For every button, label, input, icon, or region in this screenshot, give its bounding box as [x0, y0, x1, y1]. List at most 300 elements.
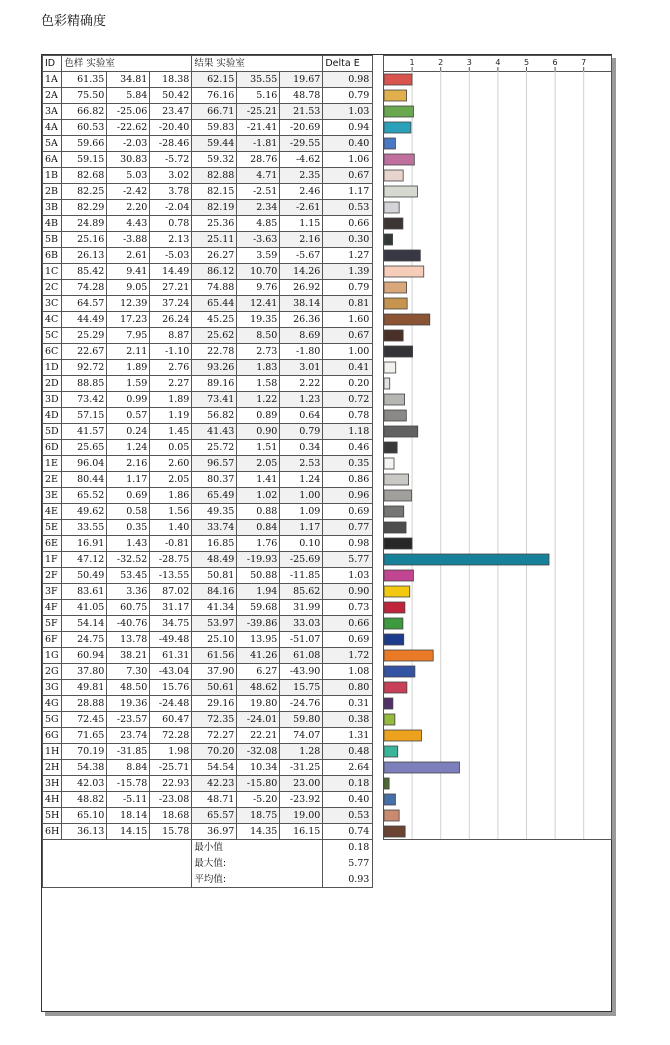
delta-e-bar — [384, 314, 430, 325]
delta-e-bar — [384, 282, 407, 293]
summary-blank — [43, 872, 192, 888]
summary-row — [43, 872, 373, 888]
result-lab-value: 1.22 — [237, 392, 280, 408]
delta-e-bar — [384, 826, 405, 837]
delta-e-bar — [384, 458, 394, 469]
sample-lab-value: 60.47 — [150, 712, 192, 728]
sample-lab-value: 2.60 — [150, 456, 192, 472]
sample-lab-value: 34.75 — [150, 616, 192, 632]
delta-e-bar — [384, 122, 411, 133]
delta-e-value: 0.69 — [323, 504, 373, 520]
x-tick-label: 6 — [552, 58, 558, 67]
result-lab-value: 22.78 — [192, 344, 237, 360]
result-lab-value: 19.35 — [237, 312, 280, 328]
result-lab-value: 29.16 — [192, 696, 237, 712]
sample-lab-value: 1.19 — [150, 408, 192, 424]
result-lab-value: -21.41 — [237, 120, 280, 136]
sample-lab-value: 1.40 — [150, 520, 192, 536]
row-id: 3B — [43, 200, 62, 216]
delta-e-value: 1.03 — [323, 568, 373, 584]
table-row — [43, 568, 373, 584]
delta-e-bar — [384, 778, 389, 789]
delta-e-bar — [384, 698, 393, 709]
table-row — [43, 648, 373, 664]
result-lab-value: 0.64 — [280, 408, 323, 424]
sample-lab-value: 7.95 — [107, 328, 150, 344]
sample-lab-value: 0.78 — [150, 216, 192, 232]
sample-lab-value: 44.49 — [62, 312, 107, 328]
result-lab-value: 1.17 — [280, 520, 323, 536]
sample-lab-value: 34.81 — [107, 72, 150, 88]
x-tick-label: 5 — [523, 58, 530, 67]
row-id: 1G — [43, 648, 62, 664]
result-lab-value: 19.00 — [280, 808, 323, 824]
delta-e-bar — [384, 586, 410, 597]
table-row — [43, 696, 373, 712]
result-lab-value: -2.61 — [280, 200, 323, 216]
delta-e-value: 0.41 — [323, 360, 373, 376]
page-title: 色彩精确度 — [41, 14, 107, 29]
row-id: 6C — [43, 344, 62, 360]
delta-e-bar — [384, 74, 412, 85]
table-row — [43, 312, 373, 328]
sample-lab-value: -2.42 — [107, 184, 150, 200]
result-lab-value: 59.83 — [192, 120, 237, 136]
sample-lab-value: 7.30 — [107, 664, 150, 680]
sample-lab-value: 66.82 — [62, 104, 107, 120]
row-id: 4A — [43, 120, 62, 136]
result-lab-value: 59.32 — [192, 152, 237, 168]
table-row — [43, 376, 373, 392]
sample-lab-value: 33.55 — [62, 520, 107, 536]
sample-lab-value: 53.45 — [107, 568, 150, 584]
delta-e-value: 0.73 — [323, 600, 373, 616]
row-id: 2H — [43, 760, 62, 776]
result-lab-value: 1.58 — [237, 376, 280, 392]
row-id: 5C — [43, 328, 62, 344]
sample-lab-value: 1.86 — [150, 488, 192, 504]
result-lab-value: 2.46 — [280, 184, 323, 200]
sample-lab-value: 2.27 — [150, 376, 192, 392]
delta-e-bar — [384, 490, 411, 501]
sample-lab-value: 82.25 — [62, 184, 107, 200]
table-row — [43, 488, 373, 504]
result-lab-value: 14.35 — [237, 824, 280, 840]
delta-e-value: 0.72 — [323, 392, 373, 408]
result-lab-value: -1.80 — [280, 344, 323, 360]
result-lab-value: -25.69 — [280, 552, 323, 568]
result-lab-value: -43.90 — [280, 664, 323, 680]
table-row — [43, 296, 373, 312]
delta-e-value: 0.66 — [323, 616, 373, 632]
sample-lab-value: 2.76 — [150, 360, 192, 376]
sample-lab-value: 1.89 — [150, 392, 192, 408]
sample-lab-value: 50.42 — [150, 88, 192, 104]
x-tick-label: 2 — [438, 58, 444, 67]
result-lab-value: 1.15 — [280, 216, 323, 232]
sample-lab-value: -5.72 — [150, 152, 192, 168]
result-lab-value: 48.78 — [280, 88, 323, 104]
row-id: 3G — [43, 680, 62, 696]
row-id: 2E — [43, 472, 62, 488]
row-id: 2C — [43, 280, 62, 296]
result-lab-value: 19.80 — [237, 696, 280, 712]
table-row — [43, 136, 373, 152]
sample-lab-value: 18.38 — [150, 72, 192, 88]
sample-lab-value: 8.84 — [107, 760, 150, 776]
summary-row — [43, 840, 373, 856]
delta-e-bar — [384, 746, 398, 757]
row-id: 2F — [43, 568, 62, 584]
sample-lab-value: -23.08 — [150, 792, 192, 808]
result-lab-value: 56.82 — [192, 408, 237, 424]
sample-lab-value: 60.53 — [62, 120, 107, 136]
delta-e-value: 0.96 — [323, 488, 373, 504]
table-row — [43, 792, 373, 808]
sample-lab-value: 9.41 — [107, 264, 150, 280]
result-lab-value: 3.01 — [280, 360, 323, 376]
sample-lab-value: 41.57 — [62, 424, 107, 440]
row-id: 4H — [43, 792, 62, 808]
sample-lab-value: 3.36 — [107, 584, 150, 600]
result-lab-value: -51.07 — [280, 632, 323, 648]
delta-e-value: 0.69 — [323, 632, 373, 648]
row-id: 4F — [43, 600, 62, 616]
row-id: 6H — [43, 824, 62, 840]
delta-e-value: 0.80 — [323, 680, 373, 696]
sample-lab-value: 48.82 — [62, 792, 107, 808]
result-lab-value: 13.95 — [237, 632, 280, 648]
delta-e-bar — [384, 250, 420, 261]
sample-lab-value: 1.24 — [107, 440, 150, 456]
delta-e-bar — [384, 602, 405, 613]
row-id: 2D — [43, 376, 62, 392]
result-lab-value: 1.02 — [237, 488, 280, 504]
delta-e-bar — [384, 618, 403, 629]
result-lab-value: 2.35 — [280, 168, 323, 184]
result-lab-value: 73.41 — [192, 392, 237, 408]
result-lab-value: 5.16 — [237, 88, 280, 104]
delta-e-value: 1.17 — [323, 184, 373, 200]
result-lab-value: 53.97 — [192, 616, 237, 632]
delta-e-bar — [384, 506, 404, 517]
sample-lab-value: 65.10 — [62, 808, 107, 824]
row-id: 4E — [43, 504, 62, 520]
result-lab-value: 25.36 — [192, 216, 237, 232]
table-row — [43, 408, 373, 424]
sample-lab-value: 1.98 — [150, 744, 192, 760]
sample-lab-value: 14.49 — [150, 264, 192, 280]
result-lab-value: 41.34 — [192, 600, 237, 616]
result-lab-value: 62.15 — [192, 72, 237, 88]
sample-lab-value: 71.65 — [62, 728, 107, 744]
result-lab-value: 0.34 — [280, 440, 323, 456]
result-lab-value: 74.07 — [280, 728, 323, 744]
delta-e-bar — [384, 362, 396, 373]
sample-lab-value: -5.03 — [150, 248, 192, 264]
sample-lab-value: 19.36 — [107, 696, 150, 712]
sample-lab-value: 41.05 — [62, 600, 107, 616]
result-lab-value: 93.26 — [192, 360, 237, 376]
sample-lab-value: 1.89 — [107, 360, 150, 376]
result-lab-value: 48.62 — [237, 680, 280, 696]
table-row — [43, 680, 373, 696]
sample-lab-value: 27.21 — [150, 280, 192, 296]
result-lab-value: 1.83 — [237, 360, 280, 376]
table-header-row — [43, 56, 373, 72]
result-lab-value: 54.54 — [192, 760, 237, 776]
sample-lab-value: 82.29 — [62, 200, 107, 216]
result-lab-value: -29.55 — [280, 136, 323, 152]
delta-e-value: 1.72 — [323, 648, 373, 664]
result-lab-value: 18.75 — [237, 808, 280, 824]
result-lab-value: 45.25 — [192, 312, 237, 328]
delta-e-bar — [384, 90, 407, 101]
x-tick-label: 1 — [409, 58, 415, 67]
result-lab-value: 72.27 — [192, 728, 237, 744]
table-row — [43, 264, 373, 280]
sample-lab-value: -0.81 — [150, 536, 192, 552]
result-lab-value: -24.01 — [237, 712, 280, 728]
result-lab-value: 1.51 — [237, 440, 280, 456]
delta-e-value: 0.48 — [323, 744, 373, 760]
result-lab-value: -25.21 — [237, 104, 280, 120]
table-row — [43, 184, 373, 200]
table-row — [43, 440, 373, 456]
sample-lab-value: 65.52 — [62, 488, 107, 504]
result-lab-value: 28.76 — [237, 152, 280, 168]
row-id: 3H — [43, 776, 62, 792]
summary-value: 0.93 — [323, 872, 373, 888]
result-lab-value: -11.85 — [280, 568, 323, 584]
delta-e-value: 0.40 — [323, 792, 373, 808]
row-id: 1H — [43, 744, 62, 760]
result-lab-value: 25.72 — [192, 440, 237, 456]
result-lab-value: -20.69 — [280, 120, 323, 136]
result-lab-value: 2.73 — [237, 344, 280, 360]
result-lab-value: 59.80 — [280, 712, 323, 728]
result-lab-value: 65.44 — [192, 296, 237, 312]
delta-e-bar — [384, 394, 405, 405]
row-id: 5H — [43, 808, 62, 824]
result-lab-value: 26.92 — [280, 280, 323, 296]
result-lab-value: 2.16 — [280, 232, 323, 248]
delta-e-bar — [384, 266, 424, 277]
result-lab-value: 2.53 — [280, 456, 323, 472]
row-id: 2B — [43, 184, 62, 200]
summary-value: 0.18 — [323, 840, 373, 856]
row-id: 4C — [43, 312, 62, 328]
delta-e-value: 0.66 — [323, 216, 373, 232]
delta-e-bar — [384, 554, 549, 565]
sample-lab-value: 88.85 — [62, 376, 107, 392]
header-delta-e: Delta E — [323, 56, 373, 72]
sample-lab-value: 61.35 — [62, 72, 107, 88]
result-lab-value: 41.43 — [192, 424, 237, 440]
row-id: 1A — [43, 72, 62, 88]
result-lab-value: 0.88 — [237, 504, 280, 520]
sample-lab-value: 82.68 — [62, 168, 107, 184]
delta-e-bar — [384, 810, 399, 821]
sample-lab-value: 5.84 — [107, 88, 150, 104]
result-lab-value: -1.81 — [237, 136, 280, 152]
delta-e-value: 0.30 — [323, 232, 373, 248]
sample-lab-value: 22.93 — [150, 776, 192, 792]
result-lab-value: 1.94 — [237, 584, 280, 600]
delta-e-bar — [384, 714, 395, 725]
sample-lab-value: 49.81 — [62, 680, 107, 696]
result-lab-value: 1.76 — [237, 536, 280, 552]
table-row — [43, 600, 373, 616]
sample-lab-value: -24.48 — [150, 696, 192, 712]
table-row — [43, 248, 373, 264]
delta-e-value: 0.38 — [323, 712, 373, 728]
result-lab-value: 59.44 — [192, 136, 237, 152]
sample-lab-value: -2.03 — [107, 136, 150, 152]
result-lab-value: 86.12 — [192, 264, 237, 280]
sample-lab-value: 1.17 — [107, 472, 150, 488]
header-result-lab: 结果 实验室 — [192, 56, 323, 72]
result-lab-value: 16.85 — [192, 536, 237, 552]
sample-lab-value: 0.35 — [107, 520, 150, 536]
delta-e-value: 1.06 — [323, 152, 373, 168]
sample-lab-value: 85.42 — [62, 264, 107, 280]
result-lab-value: -4.62 — [280, 152, 323, 168]
table-row — [43, 632, 373, 648]
result-lab-value: 26.36 — [280, 312, 323, 328]
sample-lab-value: -3.88 — [107, 232, 150, 248]
sample-lab-value: 2.13 — [150, 232, 192, 248]
sample-lab-value: 0.05 — [150, 440, 192, 456]
delta-e-bar — [384, 522, 406, 533]
row-id: 4D — [43, 408, 62, 424]
result-lab-value: 72.35 — [192, 712, 237, 728]
sample-lab-value: -25.06 — [107, 104, 150, 120]
result-lab-value: -23.92 — [280, 792, 323, 808]
result-lab-value: 9.76 — [237, 280, 280, 296]
summary-row — [43, 856, 373, 872]
sample-lab-value: 25.65 — [62, 440, 107, 456]
result-lab-value: 2.22 — [280, 376, 323, 392]
delta-e-value: 0.67 — [323, 328, 373, 344]
delta-e-bar — [384, 474, 409, 485]
sample-lab-value: 3.02 — [150, 168, 192, 184]
result-lab-value: 1.28 — [280, 744, 323, 760]
result-lab-value: -5.20 — [237, 792, 280, 808]
sample-lab-value: 54.14 — [62, 616, 107, 632]
result-lab-value: -2.51 — [237, 184, 280, 200]
delta-e-value: 0.86 — [323, 472, 373, 488]
sample-lab-value: -43.04 — [150, 664, 192, 680]
result-lab-value: 10.34 — [237, 760, 280, 776]
sample-lab-value: 0.99 — [107, 392, 150, 408]
sample-lab-value: 38.21 — [107, 648, 150, 664]
delta-e-bar — [384, 218, 403, 229]
table-row — [43, 552, 373, 568]
row-id: 6B — [43, 248, 62, 264]
result-lab-value: 42.23 — [192, 776, 237, 792]
header-id: ID — [43, 56, 62, 72]
result-lab-value: 14.26 — [280, 264, 323, 280]
delta-e-value: 1.08 — [323, 664, 373, 680]
result-lab-value: 50.81 — [192, 568, 237, 584]
delta-e-bar-chart — [383, 55, 612, 887]
delta-e-value: 0.77 — [323, 520, 373, 536]
sample-lab-value: 57.15 — [62, 408, 107, 424]
result-lab-value: 22.21 — [237, 728, 280, 744]
sample-lab-value: 72.45 — [62, 712, 107, 728]
delta-e-value: 1.31 — [323, 728, 373, 744]
sample-lab-value: -15.78 — [107, 776, 150, 792]
table-row — [43, 168, 373, 184]
sample-lab-value: 17.23 — [107, 312, 150, 328]
sample-lab-value: 2.16 — [107, 456, 150, 472]
row-id: 5D — [43, 424, 62, 440]
result-lab-value: 8.69 — [280, 328, 323, 344]
sample-lab-value: 96.04 — [62, 456, 107, 472]
result-lab-value: 38.14 — [280, 296, 323, 312]
summary-label: 最大值: — [192, 856, 323, 872]
delta-e-bar — [384, 202, 399, 213]
sample-lab-value: 5.03 — [107, 168, 150, 184]
color-accuracy-table — [42, 55, 373, 888]
sample-lab-value: 1.43 — [107, 536, 150, 552]
row-id: 3A — [43, 104, 62, 120]
delta-e-value: 0.79 — [323, 88, 373, 104]
delta-e-bar — [384, 650, 433, 661]
result-lab-value: 50.61 — [192, 680, 237, 696]
result-lab-value: 10.70 — [237, 264, 280, 280]
result-lab-value: 4.85 — [237, 216, 280, 232]
result-lab-value: -5.67 — [280, 248, 323, 264]
sample-lab-value: 72.28 — [150, 728, 192, 744]
result-lab-value: 26.27 — [192, 248, 237, 264]
sample-lab-value: 0.57 — [107, 408, 150, 424]
delta-e-value: 0.78 — [323, 408, 373, 424]
delta-e-bar — [384, 330, 403, 341]
result-lab-value: 65.57 — [192, 808, 237, 824]
delta-e-bar — [384, 234, 393, 245]
delta-e-bar — [384, 762, 460, 773]
delta-e-value: 1.60 — [323, 312, 373, 328]
sample-lab-value: 70.19 — [62, 744, 107, 760]
row-id: 5E — [43, 520, 62, 536]
delta-e-bar — [384, 410, 406, 421]
result-lab-value: 2.34 — [237, 200, 280, 216]
result-lab-value: -15.80 — [237, 776, 280, 792]
delta-e-bar — [384, 346, 413, 357]
delta-e-value: 0.81 — [323, 296, 373, 312]
summary-label: 平均值: — [192, 872, 323, 888]
sample-lab-value: 12.39 — [107, 296, 150, 312]
row-id: 3E — [43, 488, 62, 504]
delta-e-bar — [384, 106, 413, 117]
sample-lab-value: -40.76 — [107, 616, 150, 632]
sample-lab-value: 3.78 — [150, 184, 192, 200]
result-lab-value: 1.23 — [280, 392, 323, 408]
delta-e-value: 0.79 — [323, 280, 373, 296]
sample-lab-value: 15.76 — [150, 680, 192, 696]
result-lab-value: 33.03 — [280, 616, 323, 632]
sample-lab-value: -2.04 — [150, 200, 192, 216]
delta-e-value: 5.77 — [323, 552, 373, 568]
delta-e-bar — [384, 634, 404, 645]
row-id: 5G — [43, 712, 62, 728]
result-lab-value: 74.88 — [192, 280, 237, 296]
sample-lab-value: 18.14 — [107, 808, 150, 824]
sample-lab-value: -1.10 — [150, 344, 192, 360]
delta-e-bar — [384, 570, 413, 581]
